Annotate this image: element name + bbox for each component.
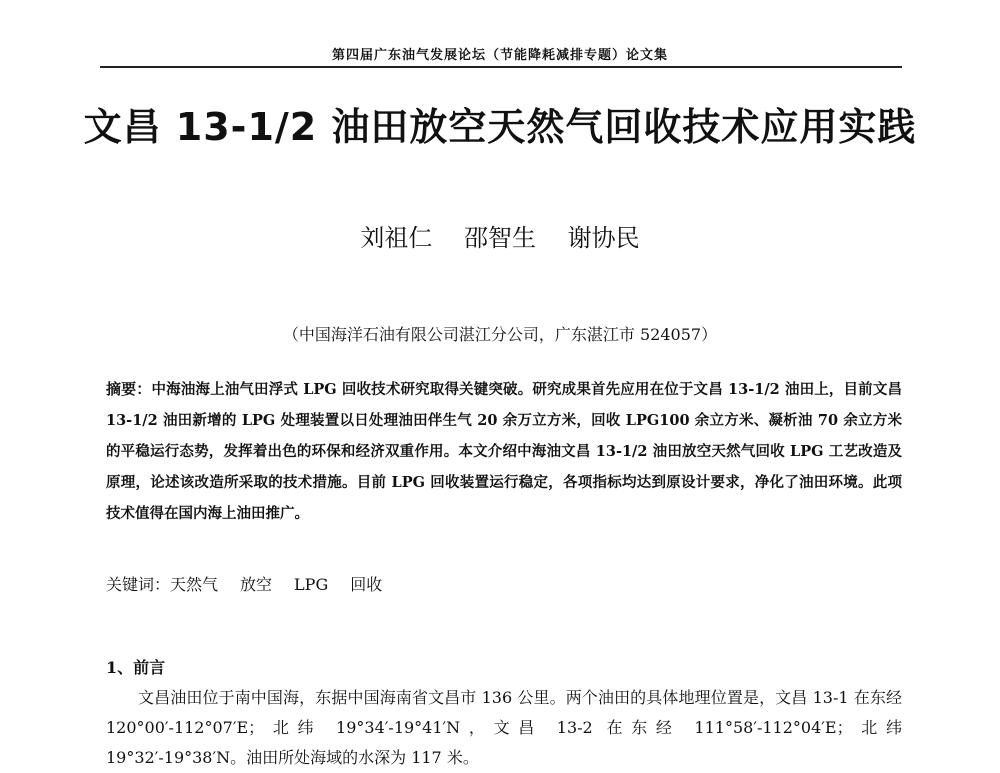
abstract-text: 中海油海上油气田浮式 LPG 回收技术研究取得关键突破。研究成果首先应用在位于文昌 13-1/2 油田上，目前文昌 13-1/2 油田新增的 LPG 处理装置以日处理油田伴生气 20 余万立方米，回收 LPG100 余立方米、凝析油 70 余立方米的平稳运行态势，发挥着出色的环保和经济双重作用。本文介绍中海油文昌 13-1/2 油田放空天然气回收 LPG 工艺改造及原理，论述该改造所采取的技术措施。目前 LPG 回收装置运行稳定，各项指标均达到原设计要求，净化了油田环境。此项技术值得在国内海上油田推广。 — [106, 381, 902, 522]
author-name: 刘祖仁 — [360, 224, 433, 252]
keyword: 放空 — [240, 575, 273, 594]
section-heading: 1、前言 — [106, 658, 166, 677]
paper-title: 文昌 13-1/2 油田放空天然气回收技术应用实践 — [83, 105, 917, 149]
keyword: 天然气 — [170, 575, 219, 594]
keywords — [106, 572, 902, 595]
author-name: 邵智生 — [464, 224, 536, 252]
abstract-label: 摘要： — [106, 380, 152, 398]
author-name: 谢协民 — [567, 224, 640, 252]
keywords-label: 关键词： — [106, 575, 171, 594]
keyword: 回收 — [350, 575, 383, 594]
affiliation: （中国海洋石油有限公司湛江分公司，广东湛江市 524057） — [282, 325, 718, 344]
abstract — [106, 374, 902, 529]
body-paragraph: 文昌油田位于南中国海，东据中国海南省文昌市 136 公里。两个油田的具体地理位置是，文昌 13-1 在东经 120°00′-112°07′E；北纬 19°34′-19°41′N，文昌 13-2 在东经 111°58′-112°04′E；北纬 19°32′-19°38′N。油田所处海域的水深为 117 米。 — [106, 688, 902, 767]
running-header: 第四届广东油气发展论坛（节能降耗减排专题）论文集 — [331, 48, 668, 63]
author-list — [0, 218, 1000, 253]
header-rule — [100, 66, 902, 68]
keyword: LPG — [294, 575, 329, 594]
